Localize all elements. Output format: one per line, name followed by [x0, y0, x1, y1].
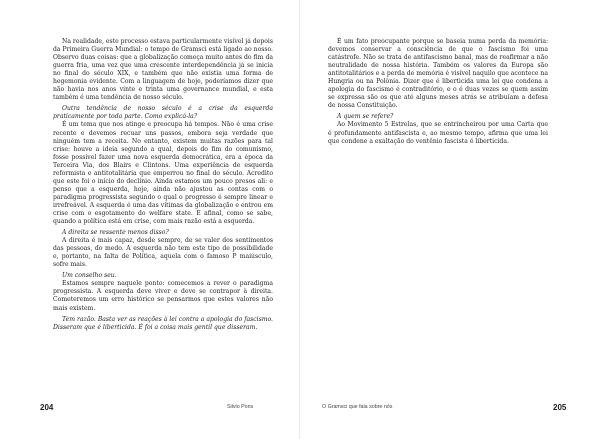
- paragraph: É um fato preocupante porque se baseia numa perda da memória: devemos conservar a consciência de que o fascismo foi uma catástrofe. Não se trata de antifascismo banal, mas de reafirmar a não neutralidade de nossa história. Também os valores da Europa são antitotalitários e a perda de memória é visível naquilo que acontece na Hungria ou na Polônia. Dizer que é liberticida uma lei que condena a apologia do fascismo é contraditório, e o é duas vezes se quem assim se expressa são os que até alguns meses atrás se atribuíam a defesa de nossa Constituição.: [328, 38, 548, 110]
- interview-question: A quem se refere?: [337, 113, 394, 121]
- paragraph: A direita é mais capaz, desde sempre, de se valer dos sentimentos das pessoas, do medo. A esquerda não tem este tipo de possibilidade e, portanto, na falta de Política, aquela com o famoso P maiúsculo, sofre mais.: [53, 237, 273, 269]
- right-page-footer: [300, 403, 600, 415]
- paragraph: Ao Movimento 5 Estrelas, que se entrincheirou por uma Carta que é profundamente antifascista e, ao mesmo tempo, afirma que uma lei que condene a exaltação do ventênio fascista é liberticida.: [328, 121, 548, 145]
- right-page: [300, 0, 600, 439]
- paragraph: Estamos sempre naquele ponto: comecemos a rever o paradigma progressista. A esquerda deve viver e deve se contrapor à direita. Cometeremos um erro histórico se pensarmos que estes valores não mais existem.: [53, 280, 273, 312]
- right-page-text: [328, 38, 548, 146]
- paragraph: Na realidade, este processo estava particularmente visível já depois da Primeira Guerra Mundial: o tempo de Gramsci está ligado ao nosso. Observo duas coisas: que a globalização começa muito antes do fim da guerra fria, uma vez que uma crescente interdependência já se inicia no final do século XIX, e também que não existia uma forma de hegemonia evidente. Com a linguagem de hoje, poderíamos dizer que não havia nos anos vinte e trinta uma governance mundial, e esta também é uma tendência de nosso século.: [53, 38, 273, 102]
- paragraph: É um tema que nos atinge e preocupa há tempos. Não é uma crise recente e devemos recuar uns passos, embora seja verdade que ninguém tem a receita. No entanto, existem muitas razões para tal crise: houve a ideia segundo a qual, depois do fim do comunismo, fosse possível fazer uma nova esquerda democrática, era a época da Terceira Via, dos Blairs e Clintons. Uma experiência de esquerda reformista e antitotalitária que emperrou no final do século. Acredito que este foi o início do declínio. Ainda estamos um pouco presos ali: e penso que a esquerda, hoje, ainda não ajustou as contas com o paradigma progressista segundo o qual o progresso é sempre linear e irrefreável. A esquerda é uma das vítimas da globalização e entrou em crise com o esgotamento do welfare state. E afinal, como se sabe, quando a política está em crise, com mais razão está a esquerda.: [53, 121, 273, 226]
- left-page-text: [53, 38, 273, 332]
- running-head: Silvio Pons: [227, 404, 254, 410]
- page-number: 205: [553, 403, 567, 412]
- left-page-footer: [0, 403, 300, 415]
- running-head: O Gramsci que fala sobre nós: [322, 404, 393, 410]
- interview-question: Tem razão. Basta ver as reações à lei contra a apologia do fascismo. Disseram que é liberticida. É foi a coisa mais gentil que disseram.: [53, 315, 273, 331]
- interview-question: Um conselho seu.: [62, 272, 117, 280]
- page-number: 204: [40, 403, 54, 412]
- interview-question: Outra tendência de nosso século é a crise da esquerda praticamente por toda parte. Como explicá-la?: [53, 105, 273, 121]
- interview-question: A direita se ressente menos disso?: [62, 229, 169, 237]
